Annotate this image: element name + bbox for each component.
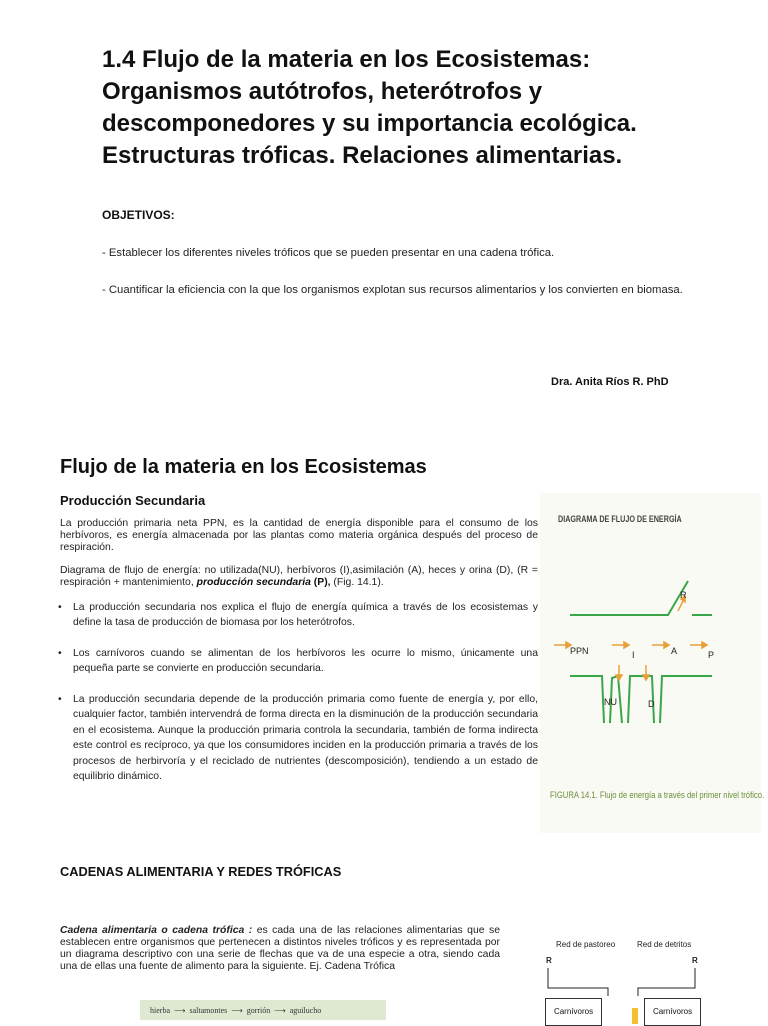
diagram-line [638, 968, 695, 996]
chain-item: hierba [150, 1005, 170, 1015]
label-d: D [648, 699, 655, 709]
bullet-list [58, 600, 538, 631]
label-nu: NU [604, 697, 617, 707]
paragraph [60, 925, 500, 973]
carnivores-box: Carnívoros [545, 998, 602, 1026]
label-i: I [632, 650, 635, 660]
page-title: 1.4 Flujo de la materia en los Ecosistemas: Organismos autótrofos, heterótrofos y descomponedores y su importancia ecológica. Estructuras tróficas. Relaciones alimentarias. [102, 46, 637, 169]
label-ppn: PPN [570, 646, 589, 656]
arrow-head [616, 675, 622, 680]
section-title: Flujo de la materia en los Ecosistemas [60, 456, 427, 478]
label-a: A [671, 646, 678, 656]
objective-item: - Cuantificar la eficiencia con la que los organismos explotan sus recursos alimentarios y los convierten en biomasa. [102, 284, 683, 296]
emphasis-text: producción secundaria [196, 577, 311, 588]
objectives-heading: OBJETIVOS: [102, 208, 175, 222]
respiration-label: R [546, 956, 552, 965]
arrow-head [702, 642, 707, 648]
emphasis-text: Cadena alimentaria o cadena trófica : [60, 925, 253, 936]
carnivores-box: Carnívoros [644, 998, 701, 1026]
paragraph [60, 565, 538, 589]
paragraph: La producción primaria neta PPN, es la cantidad de energía disponible para el consumo de los herbívoros, es energía almacenada por las plantas como materia orgánica después del proceso de respiración. [60, 518, 538, 553]
arrow-icon: ⟶ [231, 1005, 243, 1015]
arrow-head [624, 642, 629, 648]
figure-caption: FIGURA 14.1. Flujo de energía a través del primer nivel trófico. [550, 790, 765, 801]
energy-bar [632, 1008, 638, 1024]
figure-title: DIAGRAMA DE FLUJO DE ENERGÍA [558, 514, 682, 524]
arrow-head [664, 642, 669, 648]
flow-arrow [678, 601, 683, 611]
list-item: • Los carnívoros cuando se alimentan de los herbívoros les ocurre lo mismo, únicamente una pequeña parte se convierte en producción secundaria. [58, 646, 538, 677]
chain-item: saltamontes [189, 1005, 228, 1015]
paragraph-text: (Fig. 14.1). [330, 577, 384, 588]
energy-flow-diagram [540, 493, 761, 793]
arrow-icon: ⟶ [274, 1005, 286, 1015]
chain-item: gorrión [246, 1005, 271, 1015]
list-item: • La producción secundaria nos explica el flujo de energía química a través de los ecosistemas y define la tasa de producción de biomasa por los heterótrofos. [58, 600, 538, 631]
section-subtitle: Producción Secundaria [60, 493, 206, 508]
respiration-label: R [692, 956, 698, 965]
bullet-list [58, 646, 538, 677]
diagram-line [570, 581, 688, 615]
arrow-head [643, 675, 649, 680]
paragraph-text: Diagrama de flujo de energía: no utilizada(NU), herbívoros (I),asimilación (A), heces y orina (D), (R = respiración + mantenimiento, [60, 565, 538, 588]
emphasis-text: (P), [310, 577, 331, 588]
objective-item: - Establecer los diferentes niveles tróficos que se pueden presentar en una cadena trófica. [102, 247, 555, 259]
arrow-icon: ⟶ [174, 1005, 186, 1015]
list-item: • La producción secundaria depende de la producción primaria como fuente de energía y, por ello, cualquier factor, también intervendrá de forma directa en la disminución de la producción secundaria en el ecosistema. Aunque la producción primaria controla la secundaria, también de forma indirecta este control es recíproco, ya que los consumidores inciden en la producción primaria a través de los procesos de herbirvoría y el reciclado de nutrientes (descomposición), tendiendo a un estado de equilibrio dinámico. [58, 692, 538, 784]
section-title: CADENAS ALIMENTARIA Y REDES TRÓFICAS [60, 864, 342, 879]
diagram-line [548, 968, 608, 996]
label-p: P [708, 650, 715, 660]
bullet-list [58, 692, 538, 784]
grazing-web-label: Red de pastoreo [556, 940, 616, 949]
food-chain-example [140, 1000, 386, 1020]
chain-item: aguilucho [289, 1005, 322, 1015]
author: Dra. Anita Ríos R. PhD [551, 376, 669, 388]
detritus-web-label: Red de detritos [637, 940, 692, 949]
paragraph-text: es cada una de las relaciones alimentarias que se establecen entre organismos que pertenecen a distintos niveles tróficos y es representada por un diagrama descriptivo con una serie de flechas que va de una especie a otra, siendo cada una de ellas una fuente de alimento para la siguiente. Ej. Cadena Trófica [60, 925, 500, 972]
label-r: R [680, 590, 687, 600]
diagram-line [660, 676, 712, 723]
diagram-line [570, 676, 604, 723]
